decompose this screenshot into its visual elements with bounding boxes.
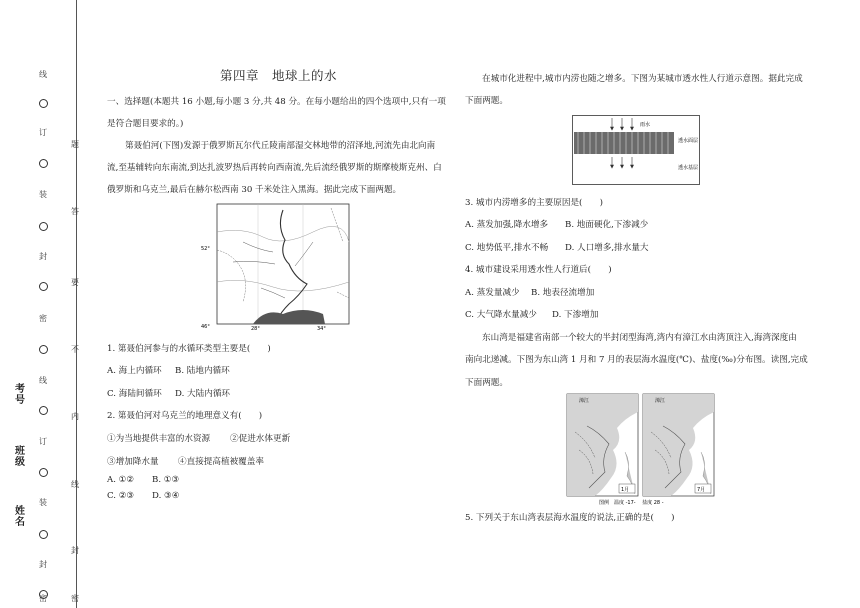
map1-river-label: 漳江 bbox=[579, 398, 590, 404]
q2-statement-2: ②促进水体更新 bbox=[230, 434, 291, 444]
exam-no-label: 考号 bbox=[15, 384, 25, 406]
q4-option-a: A. 蒸发量减少 bbox=[465, 288, 520, 298]
binding-line bbox=[76, 0, 77, 608]
map1-month-label: 1月 bbox=[621, 487, 630, 493]
passage-text: 流,至基辅转向东南流,到达扎波罗热后再转向西南流,先后流经俄罗斯的斯摩棱斯克州、白 bbox=[107, 163, 442, 173]
q2-statement-3: ③增加降水量 bbox=[107, 457, 159, 467]
passage-text: 南向北递减。下图为东山湾 1 月和 7 月的表层海水温度(℃)、盐度(‰)分布图。读图,完成 bbox=[465, 355, 808, 365]
margin-circle bbox=[39, 345, 48, 354]
q3-option-b: B. 地面硬化,下渗减少 bbox=[565, 220, 649, 230]
q3-option-a: A. 蒸发加强,降水增多 bbox=[465, 220, 549, 230]
passage-text: 第聂伯河(下图)发源于俄罗斯瓦尔代丘陵南部湿交林地带的沼泽地,河流先由北向南 bbox=[125, 141, 436, 151]
margin-char: 线 bbox=[39, 70, 47, 79]
q2-option-a: A. ①② bbox=[107, 475, 135, 485]
margin-char: 装 bbox=[39, 498, 47, 507]
q1-option-c: C. 海陆间循环 bbox=[107, 389, 162, 399]
dnieper-river-map bbox=[203, 202, 353, 330]
margin-circle bbox=[39, 282, 48, 291]
question-4: 4. 城市建设采用透水性人行道后( ) bbox=[465, 265, 612, 275]
margin-circle bbox=[39, 468, 48, 477]
lat-label-52: 52° bbox=[201, 246, 210, 252]
margin-char: 封 bbox=[39, 560, 47, 569]
lon-label-34: 34° bbox=[317, 326, 326, 332]
q2-option-c: C. ②③ bbox=[107, 491, 135, 501]
right-intro: 下面两题。 bbox=[465, 96, 508, 106]
margin-char: 答 bbox=[71, 207, 79, 216]
margin-char: 封 bbox=[71, 546, 79, 555]
q3-option-d: D. 人口增多,排水量大 bbox=[565, 243, 649, 253]
question-5: 5. 下列关于东山湾表层海水温度的说法,正确的是( ) bbox=[465, 513, 675, 523]
margin-circle bbox=[39, 406, 48, 415]
q4-option-d: D. 下渗增加 bbox=[552, 310, 599, 320]
margin-char: 订 bbox=[39, 128, 47, 137]
lat-label-46: 46° bbox=[201, 324, 210, 330]
q2-statement-4: ④直接提高植被覆盖率 bbox=[178, 457, 264, 467]
question-3: 3. 城市内涝增多的主要原因是( ) bbox=[465, 198, 603, 208]
class-label: 班级 bbox=[15, 446, 25, 468]
margin-char: 不 bbox=[71, 345, 79, 354]
margin-circle bbox=[39, 99, 48, 108]
lon-label-28: 28° bbox=[251, 326, 260, 332]
q1-option-b: B. 陆地内循环 bbox=[175, 366, 230, 376]
passage-text: 东山湾是福建省南部一个较大的半封闭型海湾,湾内有漳江水由湾顶注入,海湾深度由 bbox=[482, 333, 797, 343]
name-label: 姓名 bbox=[15, 506, 25, 528]
q1-option-d: D. 大陆内循环 bbox=[175, 389, 231, 399]
binding-margin bbox=[0, 0, 92, 608]
q4-option-c: C. 大气降水量减少 bbox=[465, 310, 537, 320]
q2-statement-1: ①为当地提供丰富的水资源 bbox=[107, 434, 211, 444]
map2-river-label: 漳江 bbox=[655, 398, 666, 404]
margin-char: 题 bbox=[71, 140, 79, 149]
right-intro: 在城市化进程中,城市内涝也随之增多。下图为某城市透水性人行道示意图。据此完成 bbox=[482, 74, 803, 84]
margin-char: 订 bbox=[39, 437, 47, 446]
margin-char: 密 bbox=[71, 594, 79, 603]
margin-circle bbox=[39, 159, 48, 168]
margin-char: 装 bbox=[39, 190, 47, 199]
passage-text: 下面两题。 bbox=[465, 378, 508, 388]
q2-option-d: D. ③④ bbox=[152, 491, 180, 501]
permeable-sidewalk-diagram bbox=[572, 115, 700, 185]
margin-char: 密 bbox=[39, 594, 47, 603]
margin-circle bbox=[39, 222, 48, 231]
q3-option-c: C. 地势低平,排水不畅 bbox=[465, 243, 549, 253]
margin-circle bbox=[39, 530, 48, 539]
q1-option-a: A. 海上内循环 bbox=[107, 366, 162, 376]
label-permeable-base: 透水基层 bbox=[678, 165, 699, 171]
label-permeable-surface: 透水面层 bbox=[678, 138, 699, 144]
chapter-title: 第四章 地球上的水 bbox=[220, 68, 338, 83]
margin-char: 密 bbox=[39, 314, 47, 323]
margin-char: 封 bbox=[39, 252, 47, 261]
question-1: 1. 第聂伯河参与的水循环类型主要是( ) bbox=[107, 344, 271, 354]
label-rainwater: 雨水 bbox=[640, 122, 651, 128]
margin-char: 线 bbox=[71, 480, 79, 489]
section-intro: 一、选择题(本题共 16 小题,每小题 3 分,共 48 分。在每小题给出的四个选项中,只有一项 bbox=[107, 97, 446, 107]
margin-char: 要 bbox=[71, 278, 79, 287]
margin-char: 内 bbox=[71, 412, 79, 421]
q4-option-b: B. 地表径流增加 bbox=[531, 288, 595, 298]
passage-text: 俄罗斯和乌克兰,最后在赫尔松西南 30 千米处注入黑海。据此完成下面两题。 bbox=[107, 185, 402, 195]
question-2: 2. 第聂伯河对乌克兰的地理意义有( ) bbox=[107, 411, 263, 421]
dongshan-bay-maps bbox=[565, 392, 717, 506]
margin-char: 线 bbox=[39, 376, 47, 385]
map2-month-label: 7月 bbox=[697, 487, 706, 493]
section-intro: 是符合题目要求的。) bbox=[107, 119, 184, 129]
q2-option-b: B. ①③ bbox=[152, 475, 180, 485]
map-legend: 图例 温度 -17- 盐度 28 - bbox=[599, 500, 664, 506]
